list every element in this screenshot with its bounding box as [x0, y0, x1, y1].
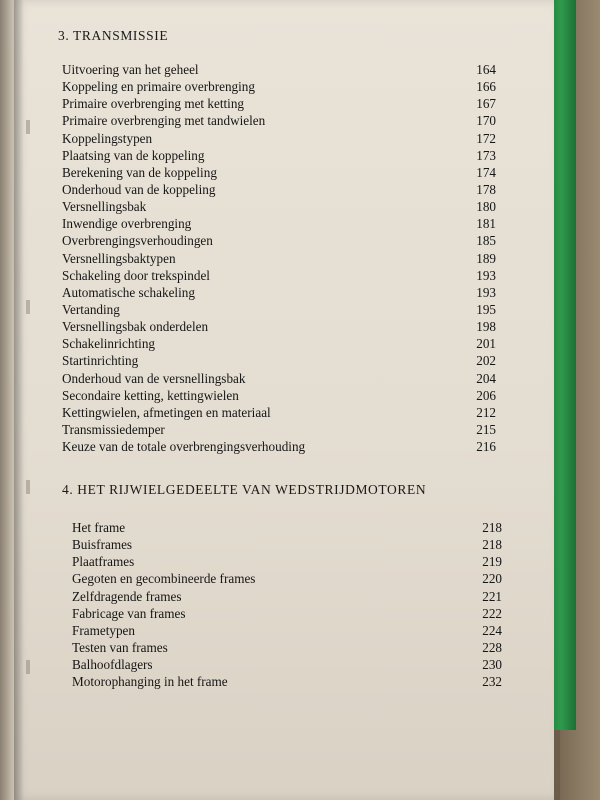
toc-entry-page: 193: [476, 267, 496, 283]
toc-entry-page: 222: [482, 605, 502, 621]
toc-entry-page: 174: [476, 164, 496, 180]
toc-entry-page: 181: [476, 216, 496, 232]
toc-entry-title: Schakelinrichting: [62, 336, 156, 352]
binding-shadow: [14, 0, 24, 800]
toc-entry-page: 228: [482, 639, 502, 655]
toc-list-rijwielgedeelte: [72, 520, 502, 691]
toc-entry-page: 193: [476, 284, 496, 300]
toc-entry: [62, 285, 496, 302]
toc-entry: [72, 537, 502, 554]
toc-entry-page: 232: [482, 674, 502, 690]
toc-entry-title: Onderhoud van de koppeling: [62, 181, 216, 197]
binding-stitch: [26, 300, 30, 314]
toc-entry-title: Inwendige overbrenging: [62, 216, 192, 232]
toc-entry-page: 178: [476, 181, 496, 197]
toc-entry: [72, 554, 502, 571]
toc-entry-title: Automatische schakeling: [62, 284, 195, 300]
toc-entry-page: 230: [482, 657, 502, 673]
toc-entry-page: 206: [476, 387, 496, 403]
toc-entry-title: Koppelingstypen: [62, 130, 153, 146]
toc-entry-page: 167: [476, 96, 496, 112]
toc-entry-page: 173: [476, 147, 496, 163]
toc-entry-page: 215: [476, 421, 496, 437]
toc-entry-title: Gegoten en gecombineerde frames: [72, 571, 256, 587]
toc-entry-title: Transmissiedemper: [62, 421, 165, 437]
toc-entry-title: Zelfdragende frames: [72, 588, 182, 604]
toc-entry-title: Kettingwielen, afmetingen en materiaal: [62, 404, 271, 420]
toc-entry-title: Balhoofdlagers: [72, 657, 153, 673]
toc-entry: [62, 62, 496, 79]
toc-entry-title: Versnellingsbak onderdelen: [62, 319, 209, 335]
toc-entry-page: 198: [476, 319, 496, 335]
toc-entry-page: 185: [476, 233, 496, 249]
toc-entry: [62, 336, 496, 353]
toc-entry: [62, 439, 496, 456]
toc-entry: [62, 182, 496, 199]
toc-entry-title: Motorophanging in het frame: [72, 674, 228, 690]
toc-entry-title: Vertanding: [62, 301, 120, 317]
toc-entry: [72, 657, 502, 674]
toc-entry: [62, 79, 496, 96]
toc-entry-title: Testen van frames: [72, 639, 168, 655]
toc-entry-title: Frametypen: [72, 622, 135, 638]
toc-entry-page: 166: [476, 79, 496, 95]
toc-entry-page: 212: [476, 404, 496, 420]
toc-entry: [62, 268, 496, 285]
toc-entry-page: 218: [482, 520, 502, 535]
toc-entry-title: Het frame: [72, 520, 126, 535]
toc-entry-title: Primaire overbrenging met ketting: [62, 96, 245, 112]
binding-stitch: [26, 480, 30, 494]
toc-entry-page: 224: [482, 622, 502, 638]
toc-entry-title: Startinrichting: [62, 353, 139, 369]
toc-entry-page: 220: [482, 571, 502, 587]
toc-entry-title: Schakeling door trekspindel: [62, 267, 210, 283]
toc-entry: [62, 251, 496, 268]
toc-entry: [62, 319, 496, 336]
toc-entry: [62, 371, 496, 388]
toc-entry-title: Buisframes: [72, 537, 133, 553]
toc-entry-page: 180: [476, 199, 496, 215]
toc-entry: [62, 422, 496, 439]
toc-list-transmissie: [62, 62, 496, 456]
toc-entry: [72, 623, 502, 640]
toc-entry: [62, 353, 496, 370]
toc-entry-title: Plaatframes: [72, 554, 135, 570]
toc-entry-page: 202: [476, 353, 496, 369]
toc-entry-title: Onderhoud van de versnellingsbak: [62, 370, 246, 386]
toc-entry-page: 221: [482, 588, 502, 604]
toc-entry-title: Overbrengingsverhoudingen: [62, 233, 213, 249]
toc-entry: [62, 131, 496, 148]
toc-entry-title: Secondaire ketting, kettingwielen: [62, 387, 239, 403]
binding-stitch: [26, 660, 30, 674]
toc-entry: [62, 302, 496, 319]
toc-entry-title: Fabricage van frames: [72, 605, 186, 621]
toc-entry: [62, 216, 496, 233]
binding-stitch: [26, 120, 30, 134]
section-heading-rijwielgedeelte: 4. HET RIJWIELGEDEELTE VAN WEDSTRIJDMOTOREN: [62, 482, 427, 497]
toc-entry: [62, 233, 496, 250]
toc-entry-title: Keuze van de totale overbrengingsverhouding: [62, 439, 306, 455]
toc-entry-page: 170: [476, 113, 496, 129]
toc-entry-page: 195: [476, 301, 496, 317]
toc-entry-page: 172: [476, 130, 496, 146]
toc-entry-page: 219: [482, 554, 502, 570]
toc-entry: [62, 405, 496, 422]
toc-entry: [72, 606, 502, 623]
toc-entry: [62, 113, 496, 130]
book-page: [14, 0, 554, 800]
toc-entry: [72, 674, 502, 691]
toc-entry-title: Koppeling en primaire overbrenging: [62, 79, 255, 95]
toc-entry-title: Berekening van de koppeling: [62, 164, 217, 180]
toc-entry-page: 164: [476, 62, 496, 77]
toc-entry: [62, 148, 496, 165]
toc-entry: [62, 96, 496, 113]
toc-entry: [72, 640, 502, 657]
toc-entry-title: Uitvoering van het geheel: [62, 62, 199, 77]
toc-entry-page: 189: [476, 250, 496, 266]
toc-entry: [62, 388, 496, 405]
toc-entry-page: 201: [476, 336, 496, 352]
toc-entry-page: 216: [476, 439, 496, 455]
toc-entry: [62, 199, 496, 216]
section-heading-transmissie: 3. TRANSMISSIE: [58, 28, 169, 43]
toc-entry: [72, 520, 502, 537]
toc-entry-title: Versnellingsbak: [62, 199, 147, 215]
toc-entry-page: 204: [476, 370, 496, 386]
toc-entry-title: Primaire overbrenging met tandwielen: [62, 113, 266, 129]
toc-entry: [62, 165, 496, 182]
toc-entry: [72, 571, 502, 588]
toc-entry-title: Versnellingsbaktypen: [62, 250, 176, 266]
toc-entry-title: Plaatsing van de koppeling: [62, 147, 205, 163]
toc-entry-page: 218: [482, 537, 502, 553]
toc-entry: [72, 589, 502, 606]
